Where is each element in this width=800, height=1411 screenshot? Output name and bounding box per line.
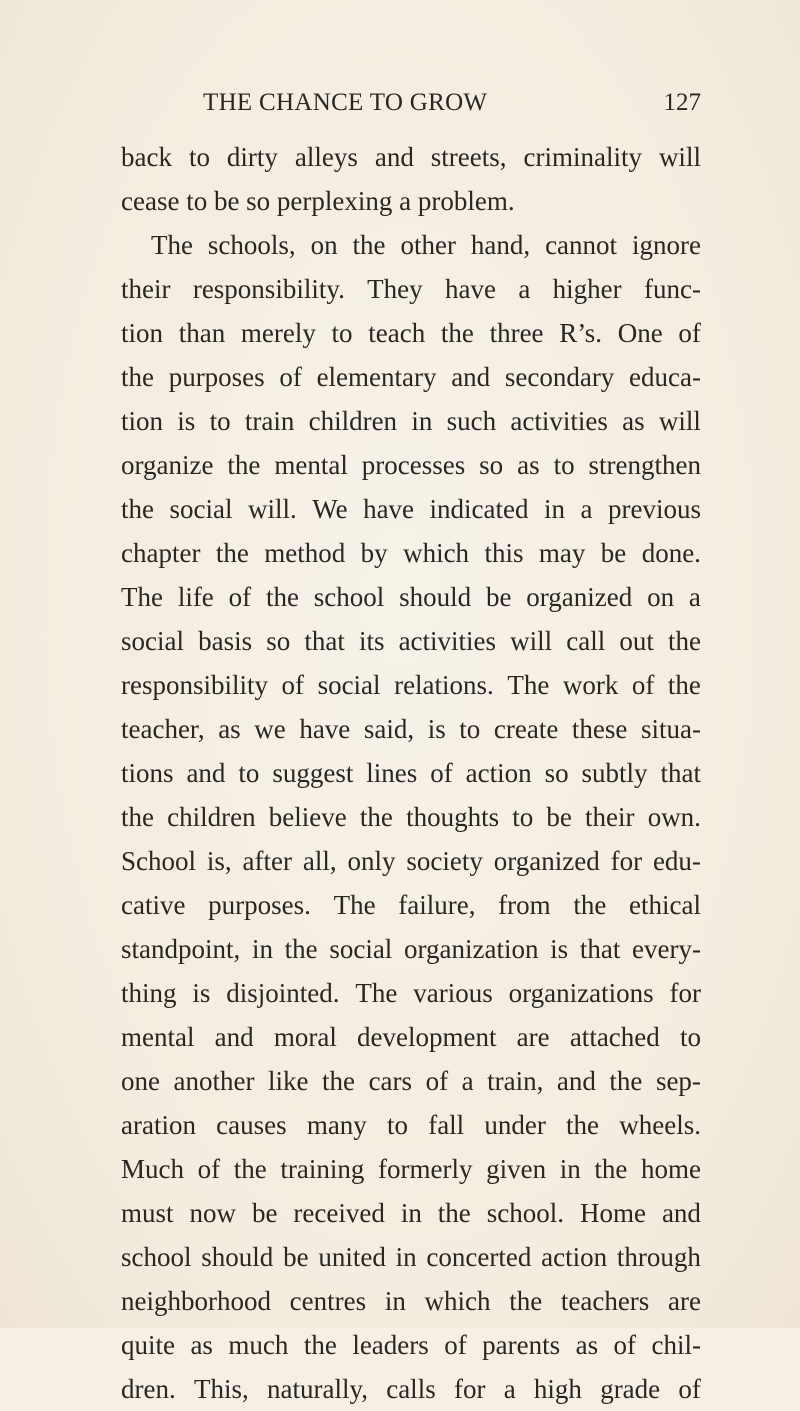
text-line-content: cease to be so perplexing a problem. — [121, 186, 515, 216]
word: higher — [552, 274, 622, 304]
word: in — [544, 494, 566, 524]
word: from — [498, 890, 551, 920]
word: life — [177, 582, 214, 612]
word: out — [619, 626, 654, 656]
word: organization — [404, 934, 539, 964]
word: create — [493, 714, 559, 744]
word: leaders — [352, 1330, 429, 1360]
text-line — [121, 751, 701, 795]
word: They — [367, 274, 423, 304]
word: of — [678, 1374, 701, 1404]
text-line — [121, 707, 701, 751]
word: be — [600, 538, 627, 568]
word: training — [280, 1154, 365, 1184]
word: only — [347, 846, 396, 876]
word: the — [303, 1330, 337, 1360]
word: as — [218, 714, 241, 744]
word: in — [411, 406, 433, 436]
word: school. — [486, 1198, 565, 1228]
word: parents — [482, 1330, 561, 1360]
text-line — [121, 575, 701, 619]
word: the — [233, 1154, 267, 1184]
page-number: 127 — [663, 89, 701, 116]
word: much — [228, 1330, 289, 1360]
word: We — [312, 494, 348, 524]
word: the — [359, 802, 393, 832]
word: causes — [216, 1110, 287, 1140]
word: their — [121, 274, 171, 304]
text-line — [121, 399, 701, 443]
word: is — [427, 714, 446, 744]
text-line — [121, 1059, 701, 1103]
text-line — [121, 1323, 701, 1367]
word: to — [679, 1022, 701, 1052]
word: that — [660, 758, 701, 788]
word: for — [610, 846, 643, 876]
word: tions — [121, 758, 174, 788]
word: are — [516, 1022, 550, 1052]
word: purposes. — [208, 890, 311, 920]
word: ignore — [632, 230, 701, 260]
word: naturally, — [267, 1374, 368, 1404]
word: the — [227, 450, 261, 480]
word: the — [284, 934, 318, 964]
word: after — [242, 846, 292, 876]
word: and — [661, 1198, 701, 1228]
word: believe — [268, 802, 347, 832]
word: high — [533, 1374, 582, 1404]
word: other — [400, 230, 456, 260]
word: The — [333, 890, 376, 920]
text-line — [121, 487, 701, 531]
text-line — [121, 839, 701, 883]
word: are — [668, 1286, 701, 1316]
word: the — [509, 1286, 543, 1316]
word: of — [631, 670, 655, 700]
word: the — [215, 538, 249, 568]
text-line — [121, 619, 701, 663]
word: united — [318, 1242, 386, 1272]
word: alleys — [294, 142, 358, 172]
word: merely — [240, 318, 316, 348]
word: of — [430, 758, 453, 788]
word: will — [658, 142, 701, 172]
word: the — [566, 1110, 600, 1140]
word: suggest — [272, 758, 354, 788]
word: a — [461, 1066, 474, 1096]
word: The — [121, 582, 163, 612]
word: we — [254, 714, 286, 744]
word: train — [244, 406, 295, 436]
word: action — [465, 758, 532, 788]
word: their — [585, 802, 635, 832]
word: grade — [600, 1374, 661, 1404]
word: of — [425, 1066, 449, 1096]
text-line — [121, 223, 701, 267]
word: criminality — [523, 142, 642, 172]
word: responsibility. — [192, 274, 345, 304]
word: the — [322, 1066, 356, 1096]
word: chil- — [651, 1330, 701, 1360]
word: of — [279, 362, 302, 392]
word: formerly — [377, 1154, 473, 1184]
word: attached — [569, 1022, 660, 1052]
word: Much — [121, 1154, 184, 1184]
word: a — [503, 1374, 516, 1404]
word: organizations — [508, 978, 654, 1008]
text-line — [121, 1279, 701, 1323]
word: hand, — [470, 230, 531, 260]
word: that — [304, 626, 345, 656]
word: quite — [121, 1330, 175, 1360]
word: sep- — [655, 1066, 701, 1096]
word: the — [667, 626, 701, 656]
word: the — [437, 1198, 471, 1228]
text-line — [121, 1147, 701, 1191]
word: as — [517, 450, 540, 480]
word: basis — [198, 626, 253, 656]
word: thing — [121, 978, 177, 1008]
word: of — [281, 670, 305, 700]
word: be — [546, 802, 572, 832]
word: School — [121, 846, 197, 876]
word: own. — [647, 802, 701, 832]
word: secondary — [504, 362, 615, 392]
word: to — [188, 142, 210, 172]
word: organized — [526, 582, 633, 612]
running-title: THE CHANCE TO GROW — [203, 89, 488, 116]
word: must — [121, 1198, 174, 1228]
word: func- — [643, 274, 701, 304]
word: of — [678, 318, 701, 348]
word: elementary — [316, 362, 437, 392]
word: responsibility — [121, 670, 268, 700]
word: the — [265, 582, 299, 612]
word: tion — [121, 318, 164, 348]
word: is — [550, 934, 569, 964]
word: than — [178, 318, 226, 348]
word: moral — [273, 1022, 337, 1052]
word: another — [173, 1066, 255, 1096]
word: for — [453, 1374, 486, 1404]
word: organize — [121, 450, 214, 480]
word: aration — [121, 1110, 196, 1140]
word: relations. — [394, 670, 494, 700]
text-line — [121, 1367, 701, 1411]
text-line — [121, 355, 701, 399]
word: thoughts — [406, 802, 500, 832]
word: and — [186, 758, 226, 788]
word: school — [121, 1242, 192, 1272]
word: through — [616, 1242, 701, 1272]
word: call — [566, 626, 606, 656]
word: have — [363, 494, 415, 524]
word: action — [541, 1242, 608, 1272]
text-line — [121, 1191, 701, 1235]
word: like — [268, 1066, 309, 1096]
word: development — [357, 1022, 497, 1052]
word: will — [510, 626, 553, 656]
word: indicated — [429, 494, 529, 524]
text-line — [121, 1103, 701, 1147]
word: be — [251, 1198, 278, 1228]
word: such — [446, 406, 497, 436]
word: standpoint, — [121, 934, 241, 964]
word: done. — [641, 538, 701, 568]
text-line — [121, 135, 701, 179]
word: One — [617, 318, 663, 348]
word: Home — [579, 1198, 646, 1228]
word: of — [228, 582, 252, 612]
word: in — [395, 1242, 417, 1272]
word: on — [310, 230, 338, 260]
word: the — [440, 318, 474, 348]
word: its — [358, 626, 385, 656]
word: received — [293, 1198, 385, 1228]
word: in — [559, 1154, 581, 1184]
word: on — [647, 582, 675, 612]
word: three — [489, 318, 544, 348]
word: cars — [368, 1066, 413, 1096]
word: as — [190, 1330, 213, 1360]
running-head — [121, 83, 701, 123]
word: The — [151, 230, 193, 260]
word: which — [424, 1286, 491, 1316]
word: to — [512, 802, 534, 832]
word: should — [201, 1242, 274, 1272]
word: teachers — [560, 1286, 650, 1316]
word: so — [544, 758, 569, 788]
word: dirty — [226, 142, 278, 172]
word: and — [556, 1066, 596, 1096]
text-line — [121, 311, 701, 355]
word: The — [355, 978, 398, 1008]
text-line — [121, 1015, 701, 1059]
word: failure, — [398, 890, 476, 920]
word: lines — [366, 758, 418, 788]
word: The — [507, 670, 550, 700]
word: centres — [289, 1286, 367, 1316]
text-line — [121, 971, 701, 1015]
word: social — [317, 670, 381, 700]
word: educa- — [629, 362, 701, 392]
word: teacher, — [121, 714, 205, 744]
text-line — [121, 1235, 701, 1279]
word: is, — [206, 846, 232, 876]
word: given — [486, 1154, 547, 1184]
text-line — [121, 927, 701, 971]
word: of — [613, 1330, 637, 1360]
word: mental — [274, 450, 348, 480]
word: may — [538, 538, 586, 568]
word: so — [479, 450, 504, 480]
word: be — [283, 1242, 309, 1272]
text-line — [121, 179, 701, 223]
word: should — [399, 582, 472, 612]
text-line — [121, 267, 701, 311]
word: activities — [398, 626, 497, 656]
body-text — [121, 135, 701, 1411]
word: this — [484, 538, 524, 568]
word: schools, — [207, 230, 296, 260]
word: the — [594, 1154, 628, 1184]
word: every- — [632, 934, 701, 964]
text-line — [121, 531, 701, 575]
word: organized — [493, 846, 600, 876]
word: ethical — [629, 890, 701, 920]
word: the — [667, 670, 701, 700]
word: previous — [608, 494, 701, 524]
word: subtly — [581, 758, 648, 788]
word: work — [562, 670, 619, 700]
word: of — [444, 1330, 467, 1360]
word: and — [451, 362, 491, 392]
word: a — [688, 582, 701, 612]
word: children — [167, 802, 256, 832]
word: chapter — [121, 538, 201, 568]
word: have — [299, 714, 351, 744]
word: situa- — [640, 714, 701, 744]
word: wheels. — [619, 1110, 701, 1140]
word: activities — [510, 406, 608, 436]
word: strengthen — [588, 450, 701, 480]
word: is — [192, 978, 211, 1008]
word: by — [360, 538, 388, 568]
word: mental — [121, 1022, 195, 1052]
word: as — [622, 406, 645, 436]
word: calls — [386, 1374, 436, 1404]
word: train, — [487, 1066, 544, 1096]
word: and — [214, 1022, 254, 1052]
text-line — [121, 663, 701, 707]
word: a — [580, 494, 593, 524]
word: under — [484, 1110, 546, 1140]
word: a — [518, 274, 531, 304]
word: tion — [121, 406, 164, 436]
word: many — [306, 1110, 367, 1140]
word: to — [331, 318, 353, 348]
word: that — [579, 934, 621, 964]
word: all, — [302, 846, 337, 876]
word: said, — [363, 714, 415, 744]
word: and — [374, 142, 414, 172]
text-line — [121, 883, 701, 927]
word: the — [121, 362, 154, 392]
text-line — [121, 443, 701, 487]
word: to — [238, 758, 260, 788]
word: will — [658, 406, 701, 436]
word: home — [640, 1154, 701, 1184]
word: society — [406, 846, 483, 876]
word: cative — [121, 890, 186, 920]
word: in — [384, 1286, 406, 1316]
word: dren. — [121, 1374, 176, 1404]
word: of — [197, 1154, 221, 1184]
word: social — [121, 626, 184, 656]
word: will. — [247, 494, 297, 524]
word: cannot — [545, 230, 618, 260]
word: school — [313, 582, 385, 612]
word: streets, — [430, 142, 507, 172]
word: the — [352, 230, 386, 260]
word: the — [121, 802, 154, 832]
word: to — [387, 1110, 409, 1140]
word: to — [209, 406, 231, 436]
word: concerted — [426, 1242, 532, 1272]
word: the — [573, 890, 607, 920]
word: disjointed. — [226, 978, 340, 1008]
word: back — [121, 142, 172, 172]
word: now — [189, 1198, 236, 1228]
word: one — [121, 1066, 160, 1096]
word: which — [403, 538, 470, 568]
word: purposes — [168, 362, 265, 392]
word: in — [251, 934, 273, 964]
word: the — [609, 1066, 643, 1096]
word: edu- — [652, 846, 701, 876]
word: various — [413, 978, 493, 1008]
word: fall — [428, 1110, 465, 1140]
word: these — [571, 714, 628, 744]
word: be — [485, 582, 512, 612]
word: teach — [368, 318, 426, 348]
word: neighborhood — [121, 1286, 271, 1316]
word: to — [459, 714, 481, 744]
word: R’s. — [559, 318, 603, 348]
word: This, — [193, 1374, 249, 1404]
word: the — [121, 494, 154, 524]
word: method — [264, 538, 346, 568]
word: is — [177, 406, 196, 436]
word: for — [669, 978, 701, 1008]
word: so — [266, 626, 291, 656]
word: as — [575, 1330, 599, 1360]
word: have — [445, 274, 496, 304]
word: social — [169, 494, 233, 524]
word: processes — [361, 450, 466, 480]
word: social — [329, 934, 393, 964]
word: to — [553, 450, 575, 480]
word: children — [308, 406, 398, 436]
word: in — [400, 1198, 422, 1228]
text-line — [121, 795, 701, 839]
